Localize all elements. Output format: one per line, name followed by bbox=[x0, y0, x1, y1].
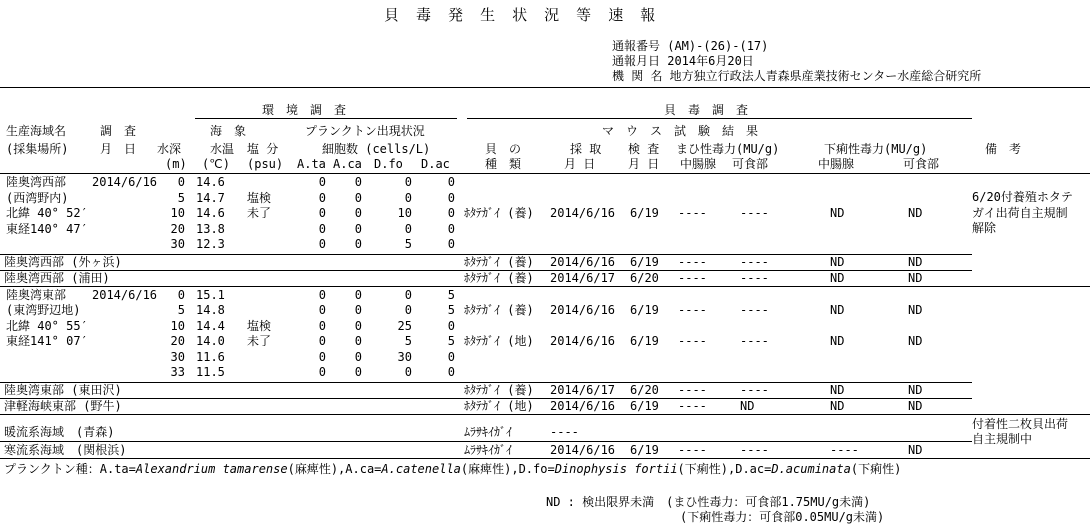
notes-header: 備 考 bbox=[985, 142, 1022, 156]
dac-count: 0 bbox=[447, 365, 455, 379]
temp-unit: (℃) bbox=[202, 157, 230, 171]
result-dsp-gland: ND bbox=[830, 334, 845, 348]
higashitazawa-row-dsp-gland: ND bbox=[830, 382, 845, 397]
dac-count: 5 bbox=[447, 287, 455, 302]
dsp-header: 下痢性毒力(MU/g) bbox=[824, 142, 928, 156]
result-sampling-date: 2014/6/16 bbox=[550, 206, 616, 220]
urata-row-dsp-gland: ND bbox=[830, 270, 845, 285]
sea-header: 海 象 bbox=[210, 124, 247, 138]
depth-value: 20 bbox=[170, 334, 185, 348]
sampling-header: 採 取 bbox=[570, 142, 602, 156]
dfo-count: 0 bbox=[404, 190, 412, 205]
survey-date: 2014/6/16 bbox=[92, 287, 158, 302]
temp-value: 14.0 bbox=[196, 334, 225, 348]
result-psp-gland: ---- bbox=[678, 206, 707, 220]
sekinehama-row-area: 寒流系海域 (関根浜) bbox=[4, 442, 127, 457]
species-header: 貝 の bbox=[485, 142, 522, 156]
dsp-gland-header: 中腸腺 bbox=[818, 157, 855, 171]
temp-value: 13.8 bbox=[196, 221, 225, 236]
urata-row-sampling-date: 2014/6/17 bbox=[550, 270, 616, 285]
depth-value: 30 bbox=[170, 349, 185, 364]
sekinehama-row-species: ﾑﾗｻｷｲｶﾞｲ bbox=[464, 442, 513, 457]
dac-count: 0 bbox=[447, 175, 455, 189]
dac-count: 0 bbox=[447, 206, 455, 220]
dfo-count: 5 bbox=[404, 334, 412, 348]
result-psp-gland: ---- bbox=[678, 303, 707, 317]
sotogahama-row-sampling-date: 2014/6/16 bbox=[550, 254, 616, 269]
aca-count: 0 bbox=[354, 318, 362, 333]
ata-count: 0 bbox=[318, 237, 326, 251]
psp-edible-header: 可食部 bbox=[732, 157, 769, 171]
psp-header: まひ性毒力(MU/g) bbox=[676, 142, 780, 156]
area-line: 陸奥湾東部 bbox=[6, 287, 67, 302]
species-name: Dinophysis fortii bbox=[554, 462, 678, 476]
aca-count: 0 bbox=[354, 190, 362, 205]
depth-value: 5 bbox=[177, 303, 185, 317]
salinity-header: 塩 分 bbox=[247, 142, 279, 156]
result-test-date: 6/19 bbox=[630, 303, 659, 317]
dfo-count: 0 bbox=[404, 365, 412, 379]
species-name: Alexandrium tamarense bbox=[135, 462, 288, 476]
plankton-species-legend bbox=[4, 462, 901, 477]
depth-value: 33 bbox=[170, 365, 185, 379]
temp-value: 12.3 bbox=[196, 237, 225, 251]
plankton-header: プランクトン出現状況 bbox=[305, 124, 425, 138]
result-dsp-edible: ND bbox=[908, 206, 923, 220]
noushi-row-dsp-gland: ND bbox=[830, 398, 845, 413]
aca-count: 0 bbox=[354, 303, 362, 317]
sotogahama-row-test-date: 6/19 bbox=[630, 254, 659, 269]
area-line: (東湾野辺地) bbox=[6, 303, 81, 317]
temp-value: 11.5 bbox=[196, 365, 225, 379]
ata-count: 0 bbox=[318, 190, 326, 205]
sotogahama-row-species: ﾎﾀﾃｶﾞｲ (養) bbox=[464, 254, 534, 269]
dsp-edible-header: 可食部 bbox=[903, 157, 940, 171]
legend-text: (下痢性) bbox=[850, 462, 902, 476]
urata-row-psp-gland: ---- bbox=[678, 270, 707, 285]
area-line: 陸奥湾西部 bbox=[6, 175, 67, 189]
temp-value: 15.1 bbox=[196, 287, 225, 302]
species-name: A.catenella bbox=[381, 462, 461, 476]
dac-count: 0 bbox=[447, 221, 455, 236]
area-line: 東経141° 07′ bbox=[6, 334, 88, 348]
higashitazawa-row-psp-edible: ---- bbox=[740, 382, 769, 397]
dfo-header: D.fo bbox=[374, 157, 403, 171]
sekinehama-row-dsp-gland: ---- bbox=[830, 442, 859, 457]
aca-count: 0 bbox=[354, 175, 362, 189]
nd-legend-dsp: (下痢性毒力：可食部0.05MU/g未満) bbox=[680, 510, 885, 524]
higashitazawa-row-area: 陸奥湾東部 (東田沢) bbox=[4, 382, 122, 397]
result-dsp-gland: ND bbox=[830, 303, 845, 317]
legend-text: (下痢性),D.ac= bbox=[677, 462, 772, 476]
ata-count: 0 bbox=[318, 303, 326, 317]
ata-count: 0 bbox=[318, 287, 326, 302]
survey-header: 調 査 bbox=[100, 124, 137, 138]
result-psp-edible: ---- bbox=[740, 206, 769, 220]
temp-value: 14.6 bbox=[196, 175, 225, 189]
survey-date: 2014/6/16 bbox=[92, 175, 158, 189]
aomori-row-species: ﾑﾗｻｷｲｶﾞｲ bbox=[464, 424, 513, 439]
ata-header: A.ta bbox=[297, 157, 326, 171]
test-header: 検 査 bbox=[628, 142, 660, 156]
environment-header: 環 境 調 査 bbox=[262, 103, 347, 117]
area-line: (西湾野内) bbox=[6, 190, 69, 205]
sekinehama-row-sampling-date: 2014/6/16 bbox=[550, 442, 616, 457]
higashitazawa-row-species: ﾎﾀﾃｶﾞｲ (養) bbox=[464, 382, 534, 397]
report-number: 通報番号 (AM)-(26)-(17) bbox=[612, 39, 769, 53]
result-psp-gland: ---- bbox=[678, 334, 707, 348]
aca-count: 0 bbox=[354, 365, 362, 379]
result-psp-edible: ---- bbox=[740, 303, 769, 317]
page-title: 貝 毒 発 生 状 況 等 速 報 bbox=[384, 6, 660, 24]
salinity-unit: (psu) bbox=[247, 157, 284, 171]
result-dsp-edible: ND bbox=[908, 334, 923, 348]
dfo-count: 5 bbox=[404, 237, 412, 251]
sekinehama-row-dsp-edible: ND bbox=[908, 442, 923, 457]
note-line: 付着性二枚貝出荷 bbox=[972, 416, 1069, 431]
cells-header: 細胞数 (cells/L) bbox=[322, 142, 431, 156]
salinity-value: 未了 bbox=[247, 334, 272, 348]
result-dsp-edible: ND bbox=[908, 303, 923, 317]
mouse-test-header: マ ウ ス 試 験 結 果 bbox=[602, 124, 759, 138]
higashitazawa-row-dsp-edible: ND bbox=[908, 382, 923, 397]
report-date: 通報月日 2014年6月20日 bbox=[612, 54, 754, 68]
urata-row-psp-edible: ---- bbox=[740, 270, 769, 285]
noushi-row-psp-gland: ---- bbox=[678, 398, 707, 413]
noushi-row-area: 津軽海峡東部 (野牛) bbox=[4, 398, 122, 413]
legend-text: (麻痺性),A.ca= bbox=[287, 462, 382, 476]
area-line: 北緯 40° 52′ bbox=[6, 206, 88, 220]
ata-count: 0 bbox=[318, 175, 326, 189]
dac-count: 5 bbox=[447, 303, 455, 317]
survey-sub-header: 月 日 bbox=[100, 142, 137, 156]
result-sampling-date: 2014/6/16 bbox=[550, 334, 616, 348]
species-sub-header: 種 類 bbox=[485, 157, 522, 171]
ata-count: 0 bbox=[318, 349, 326, 364]
urata-row-test-date: 6/20 bbox=[630, 270, 659, 285]
note-line: 自主規制中 bbox=[972, 432, 1033, 446]
aca-header: A.ca bbox=[333, 157, 362, 171]
ata-count: 0 bbox=[318, 365, 326, 379]
temp-value: 14.7 bbox=[196, 190, 225, 205]
aomori-row-sampling-date: ---- bbox=[550, 424, 579, 439]
aca-count: 0 bbox=[354, 349, 362, 364]
species-name: D.acuminata bbox=[771, 462, 851, 476]
depth-value: 5 bbox=[177, 190, 185, 205]
result-test-date: 6/19 bbox=[630, 206, 659, 220]
sampling-sub-header: 月 日 bbox=[564, 157, 596, 171]
noushi-row-psp-edible: ND bbox=[740, 398, 755, 413]
note-line: ガイ出荷自主規制 bbox=[972, 205, 1068, 220]
temp-value: 14.6 bbox=[196, 206, 225, 220]
aomori-row-area: 暖流系海域 (青森) bbox=[4, 424, 115, 439]
depth-value: 20 bbox=[170, 221, 185, 236]
salinity-value: 未了 bbox=[247, 206, 272, 220]
dac-count: 5 bbox=[447, 334, 455, 348]
temp-value: 14.8 bbox=[196, 303, 225, 317]
dfo-count: 0 bbox=[404, 287, 412, 302]
area-line: 北緯 40° 55′ bbox=[6, 318, 88, 333]
temp-header: 水温 bbox=[210, 142, 235, 156]
report-organization: 機 関 名 地方独立行政法人青森県産業技術センター水産総合研究所 bbox=[612, 69, 982, 83]
urata-row-species: ﾎﾀﾃｶﾞｲ (養) bbox=[464, 270, 534, 285]
area-line: 東経140° 47′ bbox=[6, 221, 88, 236]
urata-row-dsp-edible: ND bbox=[908, 270, 923, 285]
sotogahama-row-dsp-edible: ND bbox=[908, 254, 923, 269]
result-species: ﾎﾀﾃｶﾞｲ (地) bbox=[464, 334, 534, 348]
dfo-count: 30 bbox=[397, 349, 412, 364]
result-test-date: 6/19 bbox=[630, 334, 659, 348]
note-line: 6/20付養殖ホタテ bbox=[972, 190, 1073, 204]
legend-text: (麻痺性),D.fo= bbox=[460, 462, 555, 476]
aca-count: 0 bbox=[354, 287, 362, 302]
ata-count: 0 bbox=[318, 206, 326, 220]
nd-legend: ND : 検出限界未満 (まひ性毒力：可食部1.75MU/g未満) bbox=[546, 495, 871, 509]
sotogahama-row-psp-gland: ---- bbox=[678, 254, 707, 269]
dfo-count: 25 bbox=[397, 318, 412, 333]
depth-value: 0 bbox=[177, 175, 185, 189]
temp-value: 11.6 bbox=[196, 349, 225, 364]
aca-count: 0 bbox=[354, 237, 362, 251]
salinity-value: 塩検 bbox=[247, 190, 272, 205]
depth-header: 水深 bbox=[157, 142, 182, 156]
dfo-count: 0 bbox=[404, 221, 412, 236]
result-species: ﾎﾀﾃｶﾞｲ (養) bbox=[464, 206, 534, 220]
dac-count: 0 bbox=[447, 190, 455, 205]
urata-row-area: 陸奥湾西部 (浦田) bbox=[4, 270, 110, 285]
sekinehama-row-psp-gland: ---- bbox=[678, 442, 707, 457]
dfo-count: 0 bbox=[404, 303, 412, 317]
aca-count: 0 bbox=[354, 334, 362, 348]
sekinehama-row-test-date: 6/19 bbox=[630, 442, 659, 457]
result-species: ﾎﾀﾃｶﾞｲ (養) bbox=[464, 303, 534, 317]
psp-gland-header: 中腸腺 bbox=[680, 157, 717, 171]
dac-count: 0 bbox=[447, 349, 455, 364]
dac-count: 0 bbox=[447, 237, 455, 251]
noushi-row-test-date: 6/19 bbox=[630, 398, 659, 413]
area-header: 生産海域名 bbox=[6, 124, 67, 138]
higashitazawa-row-psp-gland: ---- bbox=[678, 382, 707, 397]
shellfish-header: 貝 毒 調 査 bbox=[664, 103, 749, 117]
depth-value: 30 bbox=[170, 237, 185, 251]
aca-count: 0 bbox=[354, 221, 362, 236]
dfo-count: 0 bbox=[404, 175, 412, 189]
legend-text: プランクトン種：A.ta= bbox=[4, 462, 136, 476]
result-sampling-date: 2014/6/16 bbox=[550, 303, 616, 317]
depth-value: 0 bbox=[177, 287, 185, 302]
sekinehama-row-psp-edible: ---- bbox=[740, 442, 769, 457]
sotogahama-row-area: 陸奥湾西部 (外ヶ浜) bbox=[4, 254, 122, 269]
higashitazawa-row-test-date: 6/20 bbox=[630, 382, 659, 397]
ata-count: 0 bbox=[318, 221, 326, 236]
result-psp-edible: ---- bbox=[740, 334, 769, 348]
salinity-value: 塩検 bbox=[247, 318, 272, 333]
area-sub-header: (採集場所) bbox=[6, 142, 69, 156]
aca-count: 0 bbox=[354, 206, 362, 220]
sotogahama-row-psp-edible: ---- bbox=[740, 254, 769, 269]
dac-count: 0 bbox=[447, 318, 455, 333]
depth-value: 10 bbox=[170, 206, 185, 220]
test-sub-header: 月 日 bbox=[628, 157, 660, 171]
depth-unit: (m) bbox=[165, 157, 187, 171]
dac-header: D.ac bbox=[421, 157, 450, 171]
ata-count: 0 bbox=[318, 318, 326, 333]
noushi-row-species: ﾎﾀﾃｶﾞｲ (地) bbox=[464, 398, 534, 413]
note-line: 解除 bbox=[972, 221, 997, 235]
result-dsp-gland: ND bbox=[830, 206, 845, 220]
ata-count: 0 bbox=[318, 334, 326, 348]
sotogahama-row-dsp-gland: ND bbox=[830, 254, 845, 269]
depth-value: 10 bbox=[170, 318, 185, 333]
higashitazawa-row-sampling-date: 2014/6/17 bbox=[550, 382, 616, 397]
dfo-count: 10 bbox=[397, 206, 412, 220]
noushi-row-sampling-date: 2014/6/16 bbox=[550, 398, 616, 413]
noushi-row-dsp-edible: ND bbox=[908, 398, 923, 413]
temp-value: 14.4 bbox=[196, 318, 225, 333]
